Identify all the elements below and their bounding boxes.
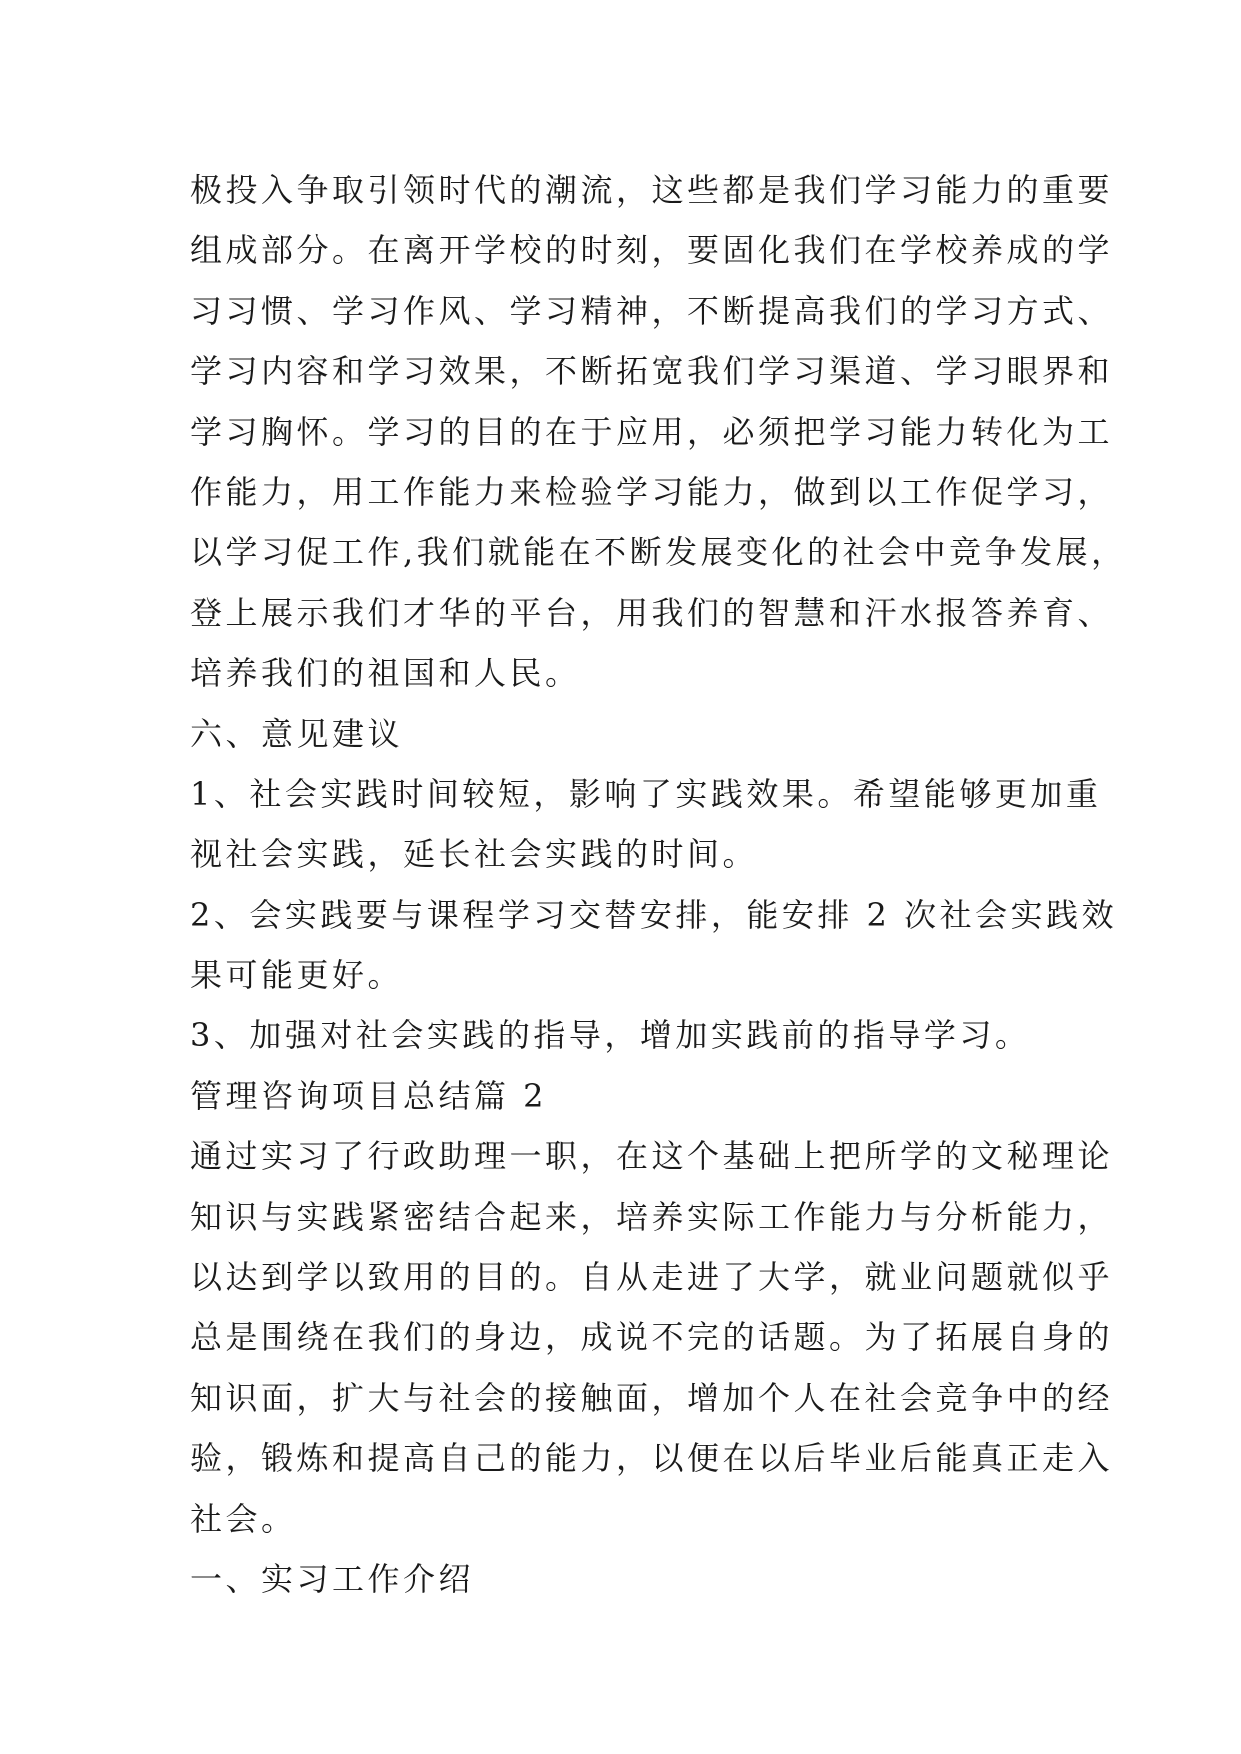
text-line: 组成部分。在离开学校的时刻，要固化我们在学校养成的学 [190,231,1114,270]
article-title: 管理咨询项目总结篇 2 [190,1076,548,1115]
text-line: 以学习促工作,我们就能在不断发展变化的社会中竞争发展， [190,533,1127,572]
text-line: 习习惯、学习作风、学习精神，不断提高我们的学习方式、 [190,291,1114,330]
text-line: 通过实习了行政助理一职，在这个基础上把所学的文秘理论 [190,1137,1114,1176]
text-line: 作能力，用工作能力来检验学习能力，做到以工作促学习， [190,472,1114,511]
text-line: 知识面，扩大与社会的接触面，增加个人在社会竞争中的经 [190,1378,1114,1417]
list-item: 3、加强对社会实践的指导，增加实践前的指导学习。 [190,1016,1031,1055]
list-item-continued: 果可能更好。 [190,956,404,995]
text-line: 学习胸怀。学习的目的在于应用，必须把学习能力转化为工 [190,412,1114,451]
document-body [190,160,1127,1609]
list-item: 1、社会实践时间较短，影响了实践效果。希望能够更加重 [190,774,1102,813]
text-line: 培养我们的祖国和人民。 [190,654,581,693]
text-line: 极投入争取引领时代的潮流，这些都是我们学习能力的重要 [190,171,1114,209]
list-item-continued: 视社会实践，延长社会实践的时间。 [190,835,759,874]
list-item: 2、会实践要与课程学习交替安排，能安排 2 次社会实践效 [190,895,1118,934]
text-line: 知识与实践紧密结合起来，培养实际工作能力与分析能力， [190,1197,1114,1236]
text-line: 学习内容和学习效果，不断拓宽我们学习渠道、学习眼界和 [190,352,1114,391]
section-heading: 一、实习工作介绍 [190,1559,475,1598]
text-line: 以达到学以致用的目的。自从走进了大学，就业问题就似乎 [190,1258,1114,1297]
text-line: 社会。 [190,1499,297,1538]
section-heading: 六、意见建议 [190,714,404,753]
text-line: 登上展示我们才华的平台，用我们的智慧和汗水报答养育、 [190,593,1114,632]
text-line: 总是围绕在我们的身边，成说不完的话题。为了拓展自身的 [190,1318,1114,1357]
text-line: 验，锻炼和提高自己的能力，以便在以后毕业后能真正走入 [190,1439,1114,1478]
